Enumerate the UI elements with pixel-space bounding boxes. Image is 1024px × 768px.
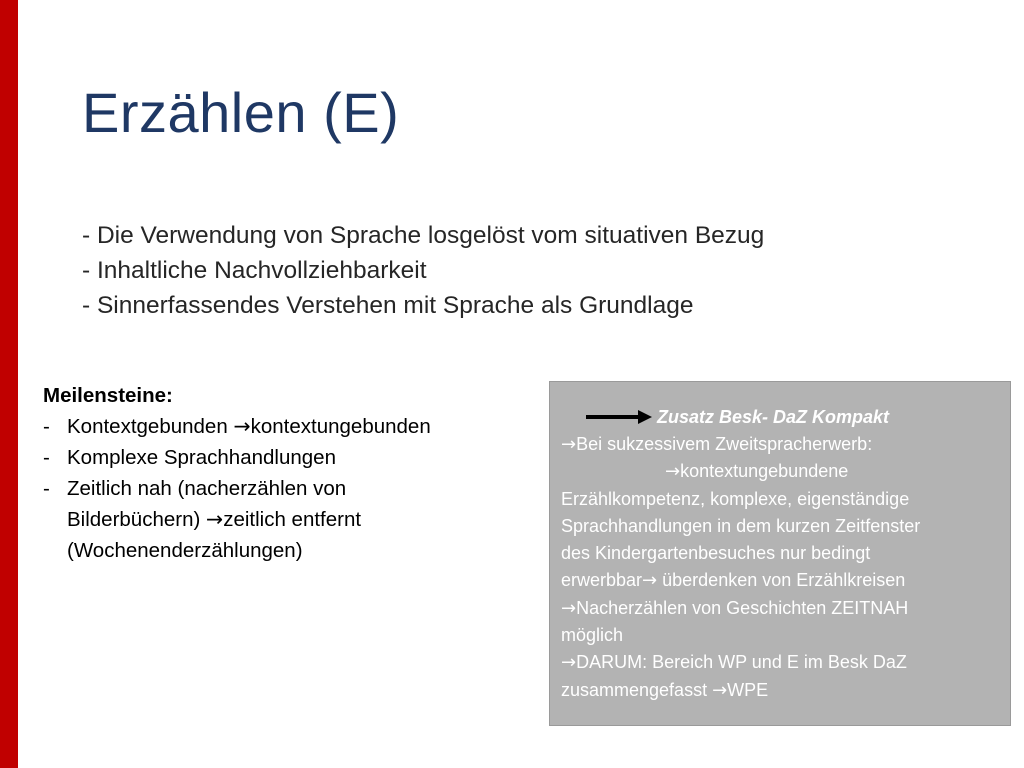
accent-bar bbox=[0, 0, 18, 768]
info-box-line bbox=[561, 458, 1000, 485]
milestones-section bbox=[43, 380, 533, 566]
slide-title: Erzählen (E) bbox=[82, 81, 400, 144]
info-box-line bbox=[561, 649, 1000, 676]
info-box-line: möglich bbox=[561, 625, 624, 646]
right-arrow-icon: → bbox=[561, 434, 577, 455]
milestone-text: Komplexe Sprachhandlungen bbox=[67, 446, 336, 469]
info-box-text: erwerbbar bbox=[561, 570, 643, 591]
info-box bbox=[549, 381, 1011, 726]
info-box-heading: Zusatz Besk- DaZ Kompakt bbox=[657, 407, 890, 427]
info-box-line bbox=[561, 567, 1000, 594]
info-box-text: überdenken von Erzählkreisen bbox=[657, 570, 906, 591]
milestone-text: (Wochenenderzählungen) bbox=[67, 539, 303, 562]
right-arrow-icon bbox=[586, 410, 652, 424]
right-arrow-icon: → bbox=[561, 597, 577, 619]
info-box-line bbox=[561, 595, 1000, 622]
milestones-heading: Meilensteine: bbox=[43, 384, 173, 407]
info-box-line: Sprachhandlungen in dem kurzen Zeitfenster bbox=[561, 515, 921, 536]
info-box-text: WPE bbox=[727, 679, 769, 700]
right-arrow-icon: → bbox=[665, 461, 681, 483]
info-box-line: des Kindergartenbesuches nur bedingt bbox=[561, 543, 871, 564]
info-box-line bbox=[561, 431, 1000, 458]
main-bullet-list bbox=[82, 218, 764, 323]
bullet-dash: - bbox=[43, 415, 50, 438]
info-box-text: Nacherzählen von Geschichten ZEITNAH bbox=[576, 597, 909, 618]
right-arrow-icon: → bbox=[233, 414, 251, 438]
info-box-line bbox=[561, 677, 1000, 704]
info-box-line: Erzählkompetenz, komplexe, eigenständige bbox=[561, 488, 910, 509]
milestone-text: Zeitlich nah (nacherzählen von bbox=[67, 477, 347, 500]
milestone-text: zeitlich entfernt bbox=[223, 508, 362, 531]
milestone-item bbox=[43, 411, 533, 442]
right-arrow-icon: → bbox=[206, 507, 224, 531]
right-arrow-icon: → bbox=[712, 679, 728, 701]
info-box-text: zusammengefasst bbox=[561, 679, 713, 700]
right-arrow-icon: → bbox=[561, 652, 577, 674]
milestones-list bbox=[43, 411, 533, 566]
milestone-item bbox=[43, 473, 533, 566]
milestone-text: Bilderbüchern) bbox=[67, 508, 207, 531]
right-arrow-icon: → bbox=[642, 570, 658, 592]
info-box-text: DARUM: Bereich WP und E im Besk DaZ bbox=[576, 652, 907, 673]
info-box-text: Bei sukzessivem Zweitspracherwerb: bbox=[576, 434, 873, 454]
milestone-text: Kontextgebunden bbox=[67, 415, 234, 438]
main-bullet-item: - Sinnerfassendes Verstehen mit Sprache als Grundlage bbox=[82, 292, 694, 319]
info-box-text: kontextungebundene bbox=[680, 461, 849, 482]
milestone-text: kontextungebunden bbox=[250, 415, 431, 438]
bullet-dash: - bbox=[43, 477, 50, 500]
main-bullet-item: - Die Verwendung von Sprache losgelöst vom situativen Bezug bbox=[82, 222, 765, 249]
milestone-item bbox=[43, 442, 533, 473]
bullet-dash: - bbox=[43, 446, 50, 469]
main-bullet-item: - Inhaltliche Nachvollziehbarkeit bbox=[82, 257, 427, 284]
info-box-heading-row bbox=[561, 404, 1000, 431]
